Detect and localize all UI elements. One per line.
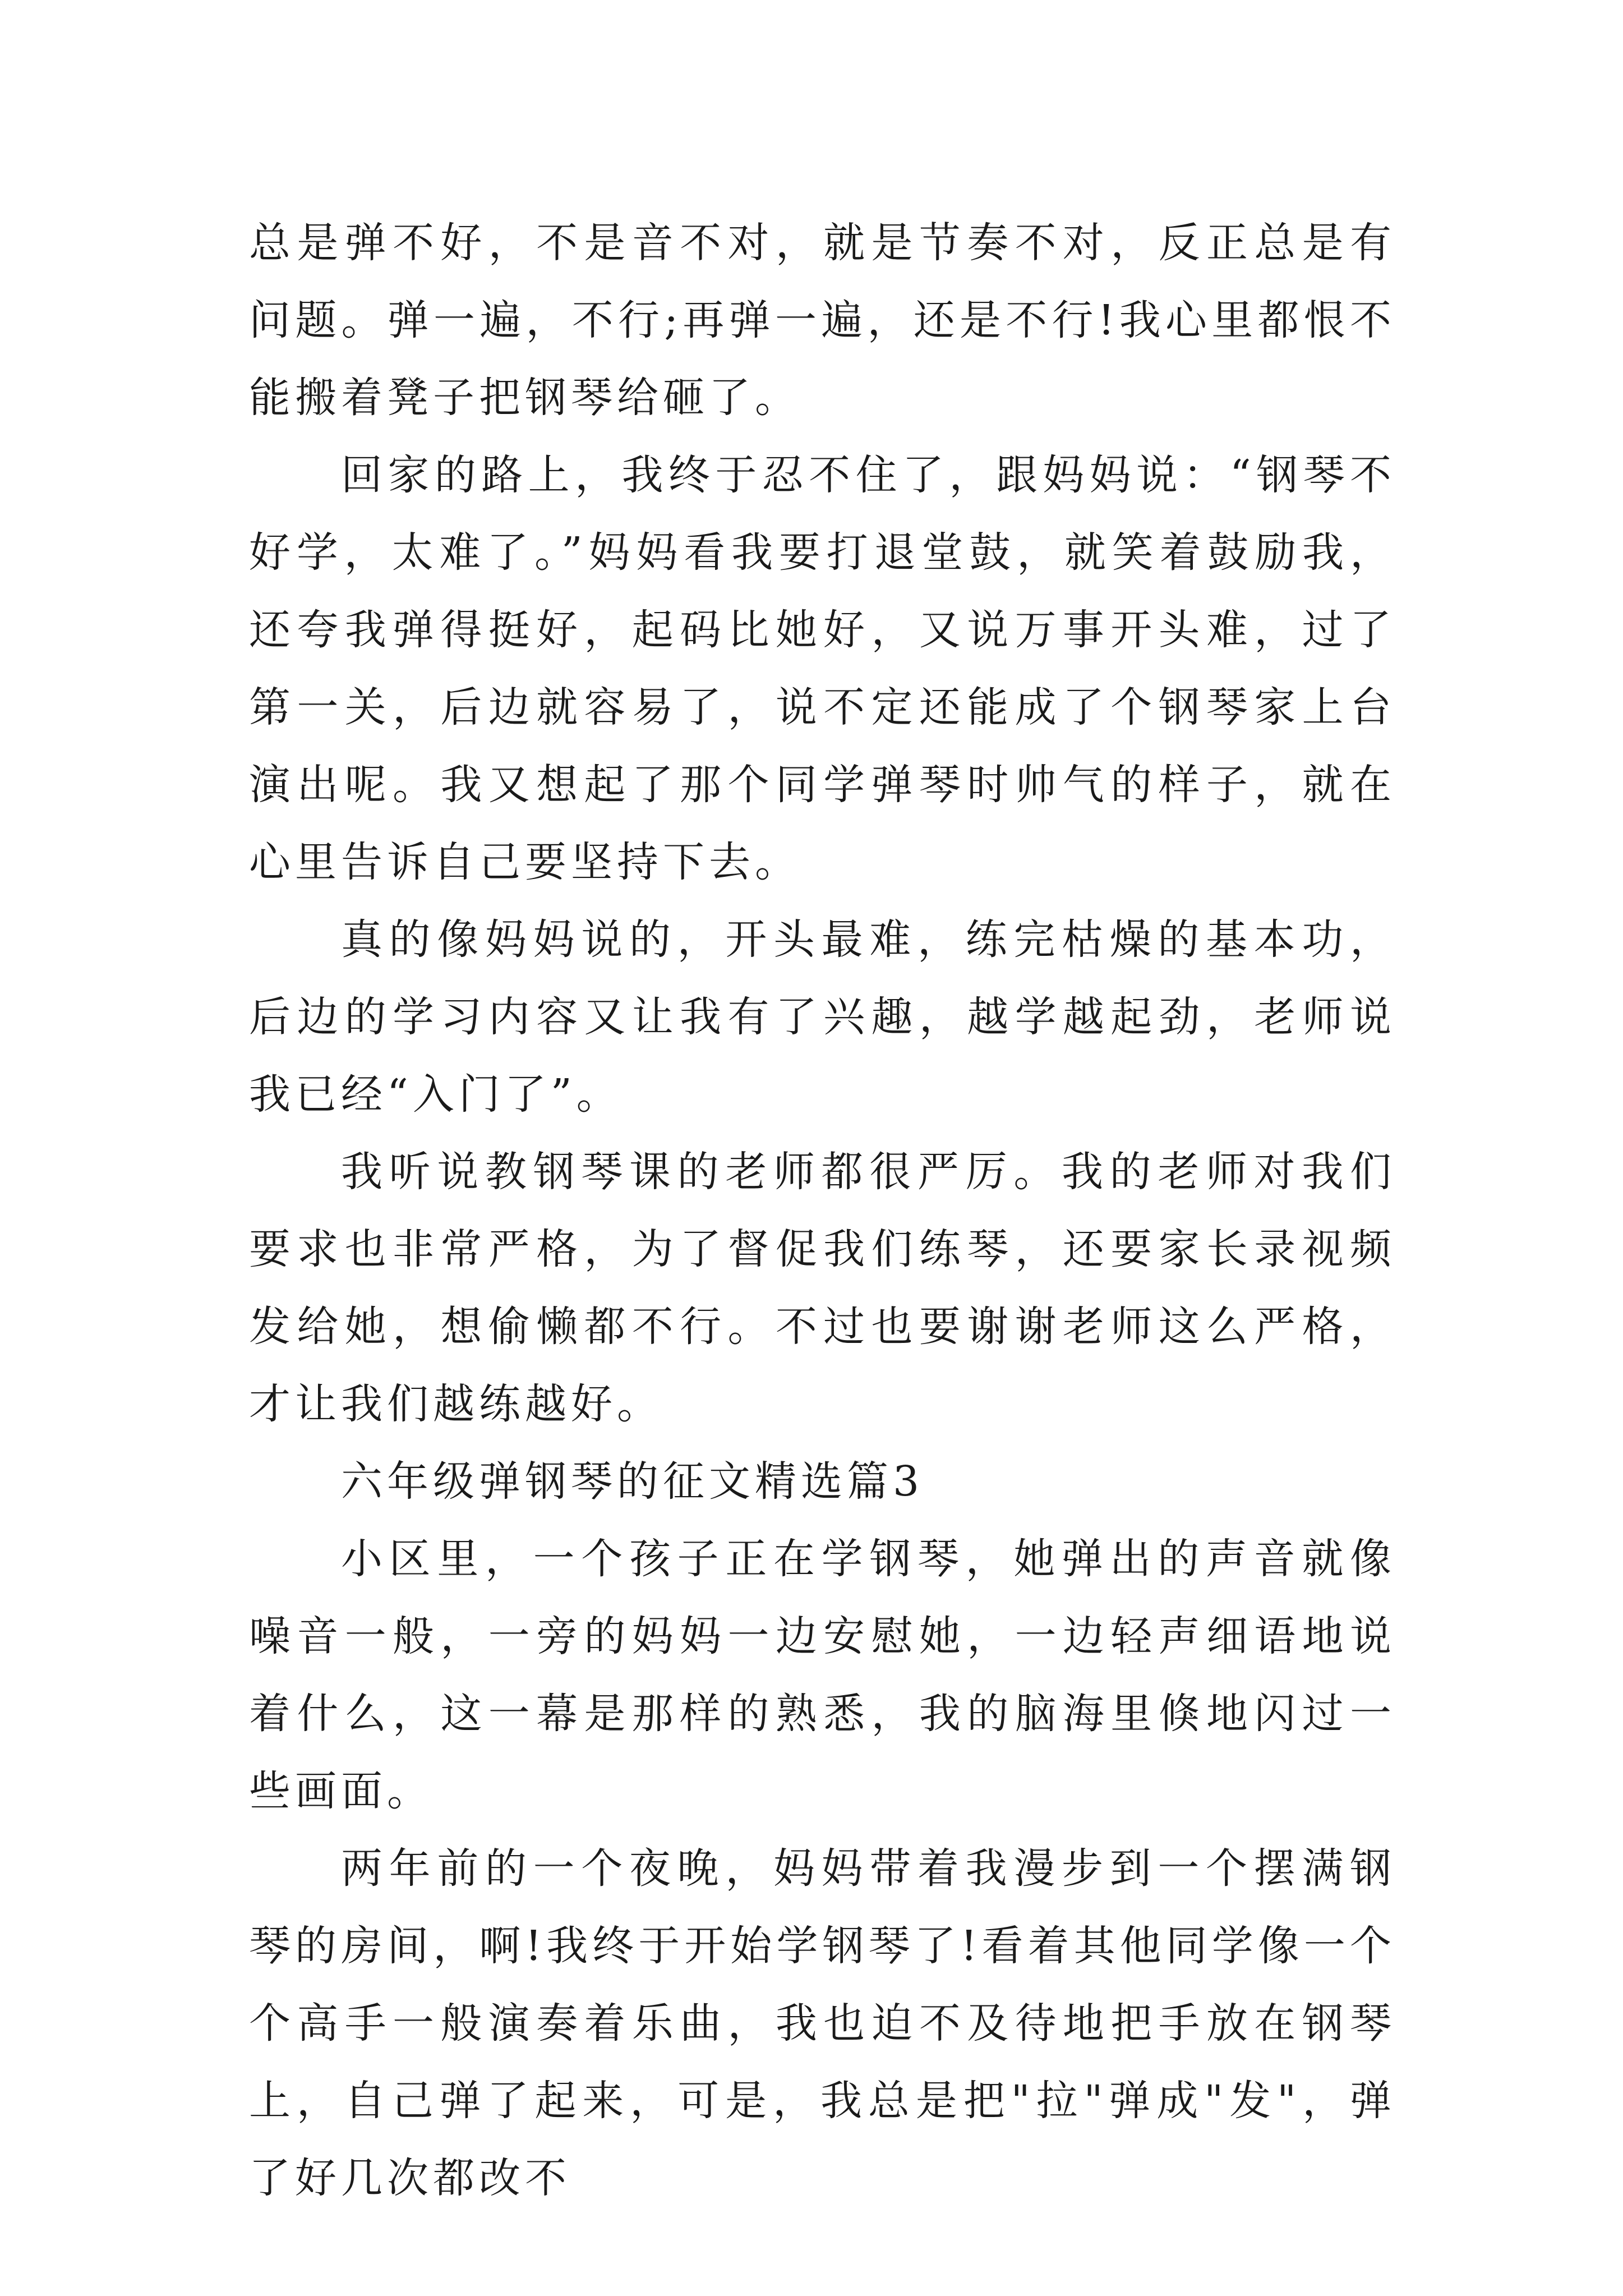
paragraph-4: 我听说教钢琴课的老师都很严厉。我的老师对我们要求也非常严格，为了督促我们练琴，还要家长录视频发给她，想偷懒都不行。不过也要谢谢老师这么严格，才让我们越练越好。: [249, 1148, 1396, 1428]
paragraph-3: 真的像妈妈说的，开头最难，练完枯燥的基本功，后边的学习内容又让我有了兴趣，越学越起劲，老师说我已经“入门了”。: [249, 915, 1396, 1119]
paragraph-6: 两年前的一个夜晚，妈妈带着我漫步到一个摆满钢琴的房间，啊!我终于开始学钢琴了!看着其他同学像一个个高手一般演奏着乐曲，我也迫不及待地把手放在钢琴上，自己弹了起来，可是，我总是把"拉"弹成"发"，弹了好几次都改不: [249, 1844, 1396, 2202]
paragraph-2: 回家的路上，我终于忍不住了，跟妈妈说：“钢琴不好学，太难了。”妈妈看我要打退堂鼓，就笑着鼓励我，还夸我弹得挺好，起码比她好，又说万事开头难，过了第一关，后边就容易了，说不定还能成了个钢琴家上台演出呢。我又想起了那个同学弹琴时帅气的样子，就在心里告诉自己要坚持下去。: [249, 451, 1396, 886]
essay-body: [249, 204, 1396, 2217]
paragraph-5: 小区里，一个孩子正在学钢琴，她弹出的声音就像噪音一般，一旁的妈妈一边安慰她，一边轻声细语地说着什么，这一幕是那样的熟悉，我的脑海里倏地闪过一些画面。: [249, 1535, 1396, 1815]
section-heading: 六年级弹钢琴的征文精选篇3: [341, 1457, 924, 1506]
paragraph-1: 总是弹不好，不是音不对，就是节奏不对，反正总是有问题。弹一遍，不行;再弹一遍，还是不行!我心里都恨不能搬着凳子把钢琴给砸了。: [249, 219, 1396, 422]
